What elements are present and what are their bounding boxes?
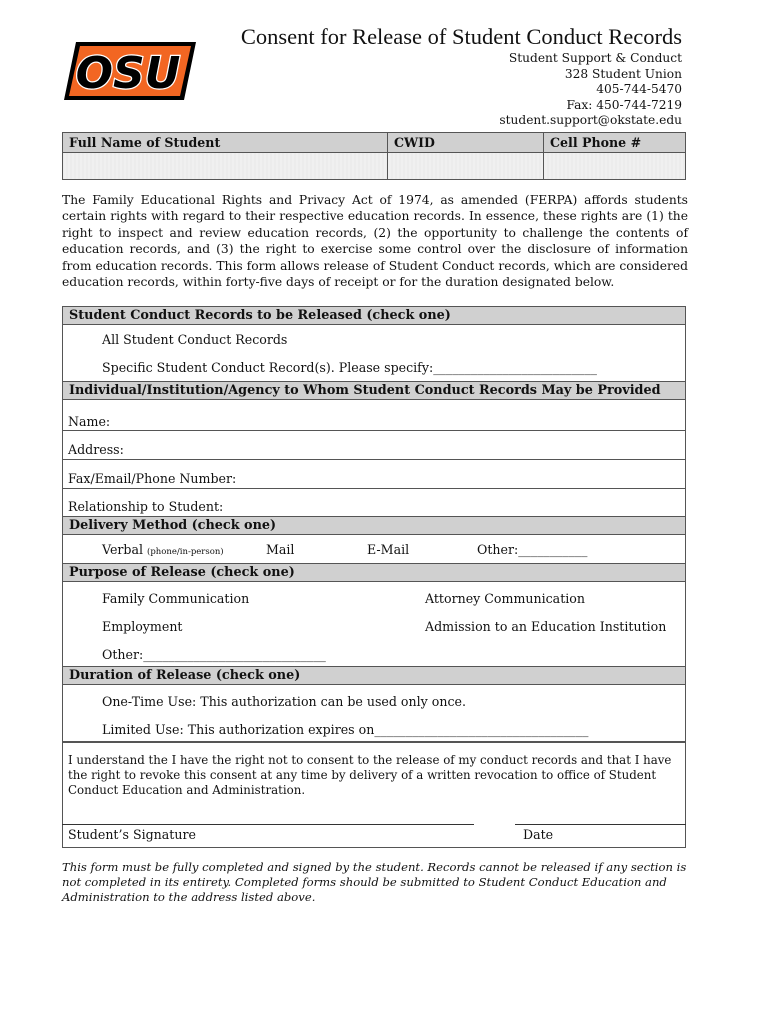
purpose-attorney: Attorney Communication <box>425 591 585 606</box>
cwid-header: CWID <box>388 133 544 153</box>
logo-text: OSU <box>75 48 181 99</box>
cell-phone-header: Cell Phone # <box>544 133 686 153</box>
purpose-admission: Admission to an Education Institution <box>425 619 667 634</box>
date-label: Date <box>523 827 554 842</box>
duration-limited: Limited Use: This authorization expires on__________________________________ <box>102 722 589 737</box>
recipient-relationship-label: Relationship to Student: <box>68 499 224 514</box>
full-name-field[interactable] <box>63 153 388 180</box>
records-section-header: Student Conduct Records to be Released (check one) <box>62 306 686 325</box>
signature-line[interactable] <box>62 824 474 825</box>
duration-section-header: Duration of Release (check one) <box>62 666 686 685</box>
cwid-field[interactable] <box>388 153 544 180</box>
full-name-header: Full Name of Student <box>63 133 388 153</box>
duration-one-time: One-Time Use: This authorization can be used only once. <box>102 694 466 709</box>
cell-phone-field[interactable] <box>544 153 686 180</box>
recipient-name-label: Name: <box>68 414 111 429</box>
address-line: student.support@okstate.edu <box>499 113 682 127</box>
student-info-table <box>62 132 686 180</box>
purpose-other: Other:_____________________________ <box>102 647 326 662</box>
footer-note: This form must be fully completed and signed by the student. Records cannot be released if any section is not completed in its entirety. Completed forms should be submitted to Student Conduct Education and Administration to the address listed above. <box>62 860 687 904</box>
date-line[interactable] <box>515 824 686 825</box>
delivery-verbal-label: Verbal <box>102 542 144 557</box>
address-line: Student Support & Conduct <box>508 51 682 65</box>
recipient-section-header: Individual/Institution/Agency to Whom Student Conduct Records May be Provided <box>62 381 686 400</box>
recipient-contact-label: Fax/Email/Phone Number: <box>68 471 237 486</box>
osu-logo <box>62 38 198 104</box>
signature-label: Student’s Signature <box>68 827 196 842</box>
delivery-mail: Mail <box>266 542 295 557</box>
delivery-section-header: Delivery Method (check one) <box>62 516 686 535</box>
option-specific-records: Specific Student Conduct Record(s). Please specify:__________________________ <box>102 360 597 375</box>
acknowledgement-text: I understand the I have the right not to consent to the release of my conduct records and that I have the right to revoke this consent at any time by delivery of a written revocation to office of Student Conduct Education and Administration. <box>68 753 672 797</box>
address-line: 405-744-5470 <box>596 82 682 96</box>
delivery-verbal <box>102 542 224 557</box>
delivery-email: E-Mail <box>367 542 410 557</box>
ferpa-paragraph: The Family Educational Rights and Privacy Act of 1974, as amended (FERPA) affords students certain rights with regard to their respective education records. In essence, these rights are (1) the right to inspect and review education records, (2) the opportunity to challenge the contents of education records, and (3) the right to exercise some control over the disclosure of information from education records. This form allows release of Student Conduct records, which are considered education records, within forty-five days of receipt or for the duration designated below. <box>62 193 688 290</box>
recipient-address-label: Address: <box>68 442 124 457</box>
address-line: 328 Student Union <box>564 66 682 81</box>
address-line: Fax: 450-744-7219 <box>566 97 682 112</box>
option-all-records: All Student Conduct Records <box>102 332 288 347</box>
purpose-section-header: Purpose of Release (check one) <box>62 563 686 582</box>
office-address <box>499 51 682 129</box>
delivery-verbal-note: (phone/in-person) <box>147 547 224 557</box>
purpose-employment: Employment <box>102 619 183 634</box>
delivery-other: Other:___________ <box>477 542 588 557</box>
form-title: Consent for Release of Student Conduct Records <box>240 24 682 49</box>
purpose-family: Family Communication <box>102 591 250 606</box>
